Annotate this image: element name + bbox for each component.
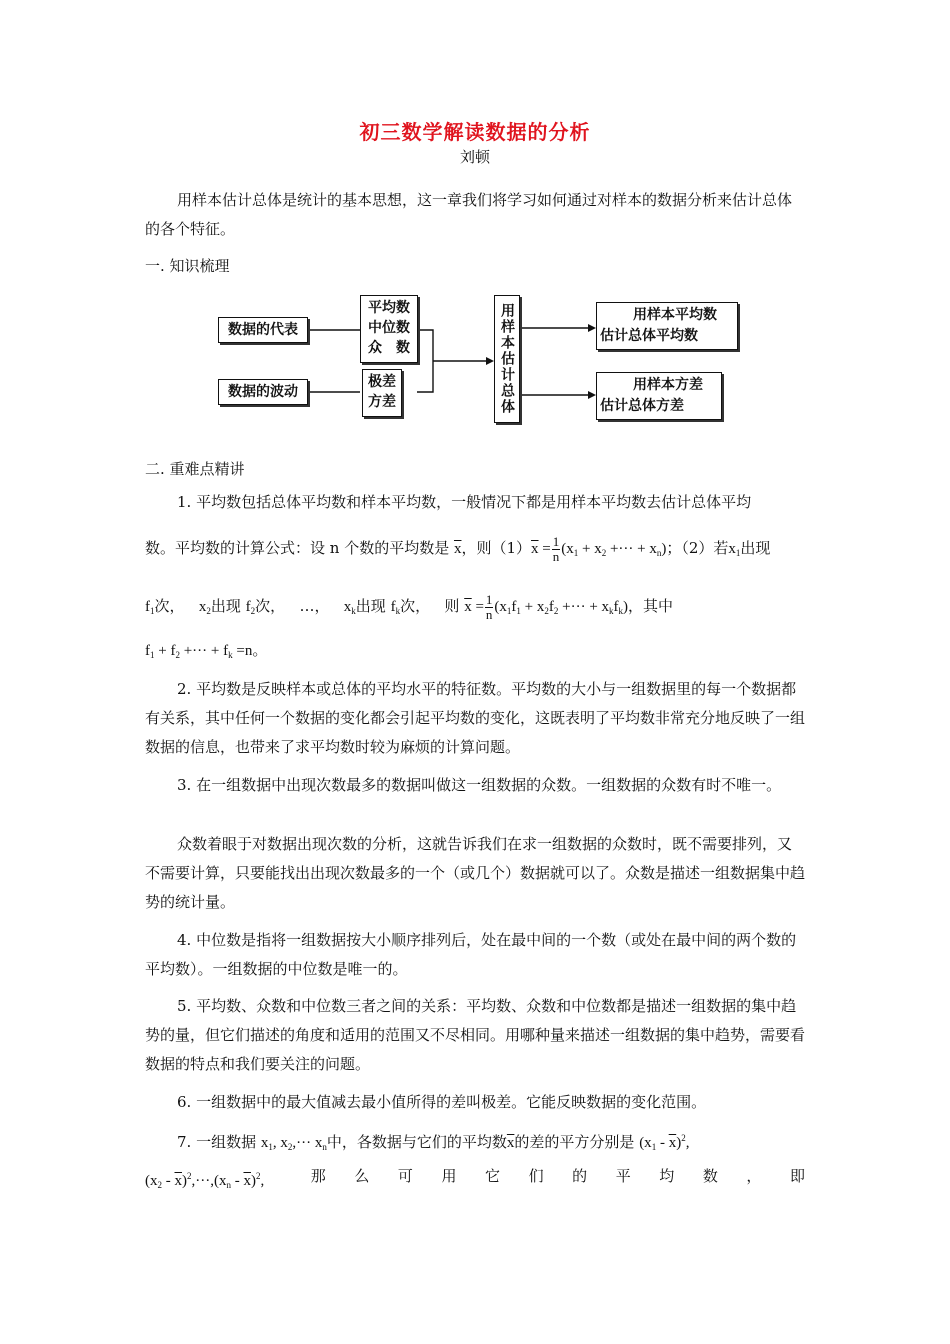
box-data-representation: 数据的代表 bbox=[218, 317, 308, 343]
item1-text-a: 数。平均数的计算公式：设 n 个数的平均数是 bbox=[145, 539, 450, 557]
item1-text-b: ，则（1） bbox=[461, 539, 532, 557]
item7-word: 可 bbox=[397, 1167, 413, 1185]
item2-paragraph: 2. 平均数是反映样本或总体的平均水平的特征数。平均数的大小与一组数据里的每一个数据都有关系，其中任何一个数据的变化都会引起平均数的变化，这既表明了平均数非常充分地反映了一组数据的信息，也带来了求平均数时较为麻烦的计算问题。 bbox=[145, 680, 806, 756]
box-central-measures bbox=[360, 295, 418, 363]
item1-l3-b: 出现 bbox=[210, 597, 241, 615]
item7-text-a: 7. 一组数据 bbox=[177, 1133, 257, 1151]
squared-deviations: $(x_2 - \overline{x})^2,\cdot\cdot\cdot,(x_n - \overline{x})^2$, bbox=[145, 1171, 265, 1190]
item7-word: 用 bbox=[441, 1167, 457, 1185]
item7-word: ， bbox=[746, 1167, 762, 1185]
item1-l3-f: 次， bbox=[400, 597, 431, 615]
item7-line1: 7. 一组数据 $x_1$, $x_2,\cdot\cdot\cdot x_n$中，各数据与它们的平均数$\overline{x}$的差的平方分别是 $(x_1 - \overline{x})^2$, bbox=[177, 1133, 690, 1152]
item1-l3-g: 则 bbox=[444, 597, 460, 615]
box-dispersion-measures bbox=[362, 369, 402, 417]
xbar-symbol: $\overline{x}$ bbox=[453, 541, 462, 557]
item1-l3-e: 出现 bbox=[355, 597, 386, 615]
item1-text-c: ；（2）若 bbox=[666, 539, 729, 557]
item1-l3-c: 次， bbox=[255, 597, 286, 615]
label-sample-variance: 用样本方差 bbox=[633, 377, 703, 393]
section-heading-knowledge: 一. 知识梳理 bbox=[145, 257, 230, 275]
author-name: 刘顿 bbox=[459, 148, 490, 166]
knowledge-diagram bbox=[210, 293, 750, 428]
item1-line2: 数。平均数的计算公式：设 n 个数的平均数是 $\overline{x}$，则$(1)\overline{x}$ = $\frac{1}{n}$ ($x_1 + x_2$ +··· + $x_n$)；（2）若$x_1$出现 bbox=[145, 534, 771, 565]
item7-word: 均 bbox=[659, 1167, 675, 1185]
item7-text-b: 中，各数据与它们的平均数 bbox=[326, 1133, 507, 1151]
label-range: 极差 bbox=[368, 374, 396, 390]
item1-line1: 1. 平均数包括总体平均数和样本平均数，一般情况下都是用样本平均数去估计总体平均 bbox=[177, 493, 752, 511]
intro-paragraph: 用样本估计总体是统计的基本思想，这一章我们将学习如何通过对样本的数据分析来估计总体的各个特征。 bbox=[145, 191, 793, 238]
box-sample-estimates-population: 用样本估计总体 bbox=[494, 295, 520, 423]
item1-line3: $f_1$次， $x_2$出现 $f_2$次， …， $x_k$出现 $f_k$次， 则 $\overline{x}$ = $\frac{1}{n}$ ($x_1f_1 + x_2f_2$ +··· + $x_kf_k$)，其中 bbox=[145, 592, 674, 623]
item7-word: 数 bbox=[702, 1167, 718, 1185]
mean-formula-1: $\overline{x}$ = $\frac{1}{n}$ ($x_1 + x_2$ +··· + $x_n$) bbox=[531, 534, 667, 565]
item7-word: 们 bbox=[528, 1167, 544, 1185]
label-population-variance: 估计总体方差 bbox=[600, 398, 684, 414]
label-median: 中位数 bbox=[368, 320, 410, 336]
label-population-mean: 估计总体平均数 bbox=[600, 328, 698, 344]
label-mean: 平均数 bbox=[368, 300, 410, 316]
item7-word: 么 bbox=[354, 1167, 370, 1185]
item4-paragraph: 4. 中位数是指将一组数据按大小顺序排列后，处在最中间的一个数（或处在最中间的两个数的平均数）。一组数据的中位数是唯一的。 bbox=[145, 931, 797, 978]
item1-text-d: 出现 bbox=[740, 539, 771, 557]
box-data-fluctuation: 数据的波动 bbox=[218, 379, 308, 405]
item1-l4-end: 。 bbox=[252, 641, 268, 659]
item1-l3-h: ，其中 bbox=[628, 597, 674, 615]
item7-word: 平 bbox=[615, 1167, 631, 1185]
item7-text-c: 的差的平方分别是 bbox=[514, 1133, 635, 1151]
item1-l3-a: 次， bbox=[154, 597, 185, 615]
item3b-paragraph: 众数着眼于对数据出现次数的分析，这就告诉我们在求一组数据的众数时，既不需要排列，又不需要计算，只要能找出出现次数最多的一个（或几个）数据就可以了。众数是描述一组数据集中趋势的统计量。 bbox=[145, 835, 806, 911]
item7-word: 即 bbox=[789, 1167, 805, 1185]
item5-paragraph: 5. 平均数、众数和中位数三者之间的关系：平均数、众数和中位数都是描述一组数据的集中趋势的量，但它们描述的角度和适用的范围又不尽相同。用哪种量来描述一组数据的集中趋势，需要看数据的特点和我们要关注的问题。 bbox=[145, 997, 806, 1073]
label-mode: 众 数 bbox=[368, 340, 410, 356]
item6-paragraph: 6. 一组数据中的最大值减去最小值所得的差叫极差。它能反映数据的变化范围。 bbox=[177, 1093, 707, 1111]
document-title: 初三数学解读数据的分析 bbox=[359, 120, 591, 144]
item1-l3-d: …， bbox=[299, 597, 330, 615]
label-sample-mean: 用样本平均数 bbox=[633, 307, 717, 323]
section-heading-key-points: 二. 重难点精讲 bbox=[145, 460, 245, 478]
item7-word: 的 bbox=[572, 1167, 588, 1185]
label-variance: 方差 bbox=[368, 394, 396, 410]
item3-paragraph: 3. 在一组数据中出现次数最多的数据叫做这一组数据的众数。一组数据的众数有时不唯一。 bbox=[177, 776, 782, 794]
box-estimate-variance bbox=[596, 372, 722, 420]
frequency-sum-formula: $f_1 + f_2$ +··· + $f_k =n$ bbox=[145, 643, 253, 660]
mean-formula-2: $\overline{x}$ = $\frac{1}{n}$ ($x_1f_1 + x_2f_2$ +··· + $x_kf_k$) bbox=[464, 592, 629, 623]
item1-line4 bbox=[145, 636, 805, 670]
box-estimate-mean bbox=[596, 302, 738, 350]
item7-line2 bbox=[145, 1160, 805, 1201]
item7-word: 那 bbox=[310, 1167, 326, 1185]
item7-word: 它 bbox=[485, 1167, 501, 1185]
